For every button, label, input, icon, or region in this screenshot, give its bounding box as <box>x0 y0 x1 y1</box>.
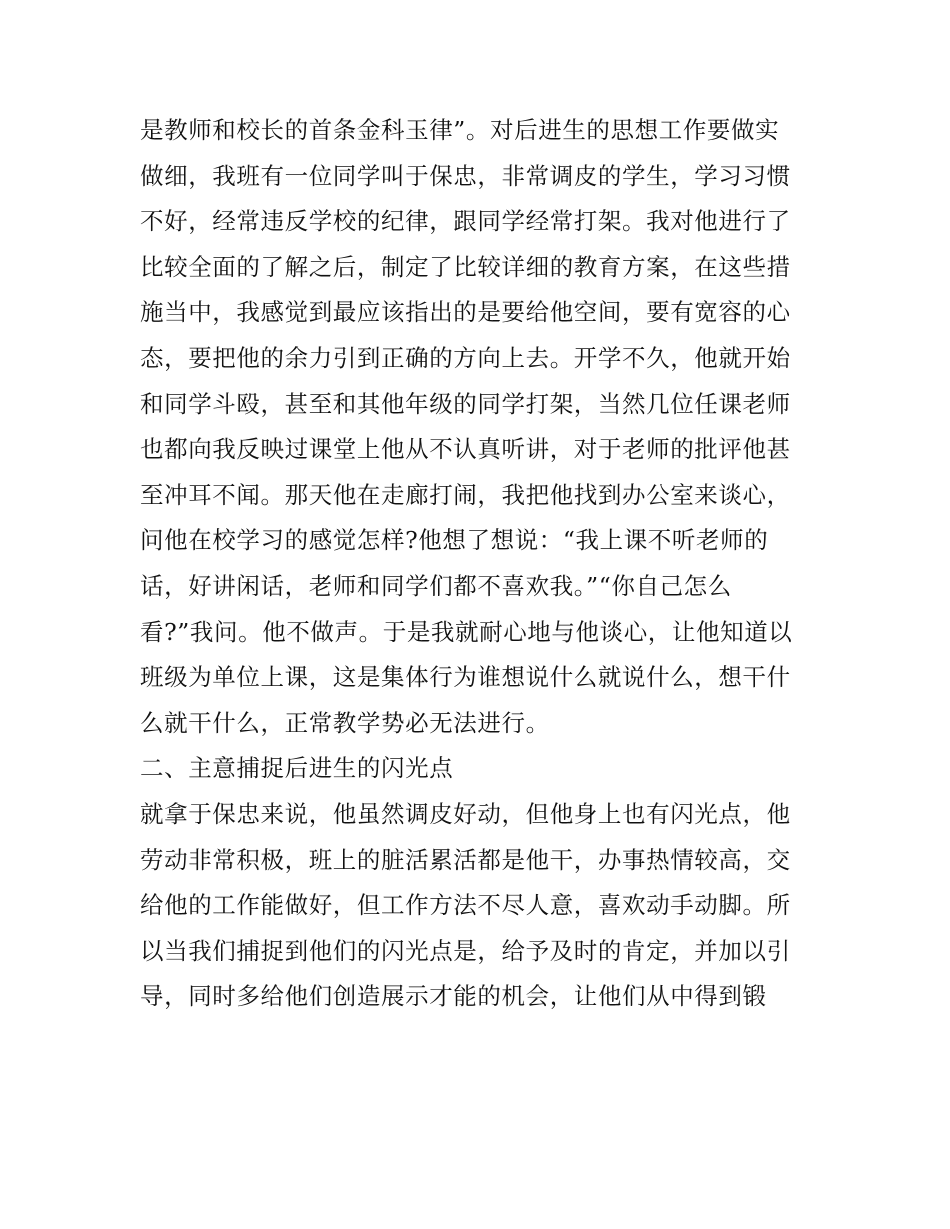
text-line: 至冲耳不闻。那天他在走廊打闹，我把他找到办公室来谈心， <box>140 480 791 509</box>
text-line: 也都向我反映过课堂上他从不认真听讲，对于老师的批评他甚 <box>140 435 791 464</box>
text-line: 是教师和校长的首条金科玉律”。对后进生的思想工作要做实 <box>140 116 780 144</box>
text-line: 施当中，我感觉到最应该指出的是要给他空间，要有宽容的心 <box>140 298 791 327</box>
text-line: 就拿于保忠来说，他虽然调皮好动，但他身上也有闪光点，他 <box>140 799 791 828</box>
text-line: 给他的工作能做好，但工作方法不尽人意，喜欢动手动脚。所 <box>140 891 791 920</box>
text-line: 比较全面的了解之后，制定了比较详细的教育方案，在这些措 <box>140 252 791 281</box>
text-line: 问他在校学习的感觉怎样?他想了想说：“我上课不听老师的 <box>140 526 769 555</box>
body-text <box>140 108 820 1020</box>
text-line: 导，同时多给他们创造展示才能的机会，让他们从中得到锻 <box>140 982 767 1011</box>
text-line: 和同学斗殴，甚至和其他年级的同学打架，当然几位任课老师 <box>140 389 791 418</box>
text-line: 话，好讲闲话，老师和同学们都不喜欢我。”“你自己怎么 <box>140 571 732 600</box>
section-heading: 二、主意捕捉后进生的闪光点 <box>140 754 454 783</box>
text-line: 班级为单位上课，这是集体行为谁想说什么就说什么，想干什 <box>140 663 791 692</box>
text-line: 以当我们捕捉到他们的闪光点是，给予及时的肯定，并加以引 <box>140 936 791 965</box>
text-line: 看?”我问。他不做声。于是我就耐心地与他谈心，让他知道以 <box>140 617 793 646</box>
text-line: 态，要把他的余力引到正确的方向上去。开学不久，他就开始 <box>140 343 791 372</box>
text-line: 做细，我班有一位同学叫于保忠，非常调皮的学生，学习习惯 <box>140 161 791 190</box>
text-line: 不好，经常违反学校的纪律，跟同学经常打架。我对他进行了 <box>140 207 791 236</box>
text-line: 劳动非常积极，班上的脏活累活都是他干，办事热情较高，交 <box>140 845 791 874</box>
text-line: 么就干什么，正常教学势必无法进行。 <box>140 708 550 737</box>
